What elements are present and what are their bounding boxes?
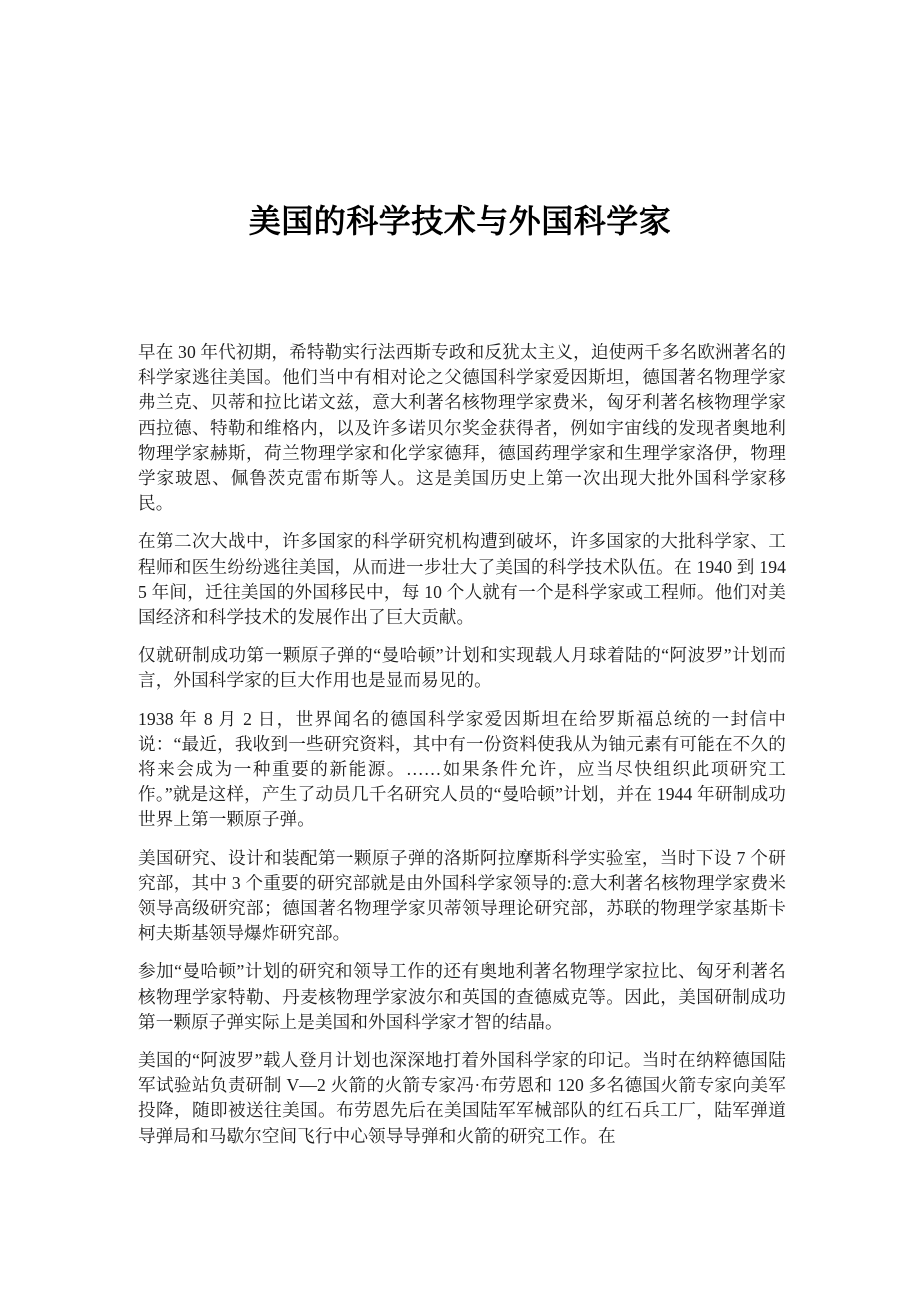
paragraph: 在第二次大战中，许多国家的科学研究机构遭到破坏，许多国家的大批科学家、工程师和医生纷纷逃往美国，从而进一步壮大了美国的科学技术队伍。在 1940 到 1945 年间，迁往美国的外国移民中，每 10 个人就有一个是科学家或工程师。他们对美国经济和科学技术的发展作出了巨大贡献。 (138, 531, 786, 628)
paragraph: 参加“曼哈顿”计划的研究和领导工作的还有奥地利著名物理学家拉比、匈牙利著名核物理学家特勒、丹麦核物理学家波尔和英国的查德威克等。因此，美国研制成功第一颗原子弹实际上是美国和外国科学家才智的结晶。 (138, 961, 786, 1032)
document-body (138, 340, 786, 1149)
paragraph: 美国的“阿波罗”载人登月计划也深深地打着外国科学家的印记。当时在纳粹德国陆军试验站负责研制 V—2 火箭的火箭专家冯·布劳恩和 120 多名德国火箭专家向美军投降，随即被送往美国。布劳恩先后在美国陆军军械部队的红石兵工厂，陆军弹道导弹局和马歇尔空间飞行中心领导导弹和火箭的研究工作。在 (138, 1050, 786, 1146)
paragraph: 1938 年 8 月 2 日，世界闻名的德国科学家爱因斯坦在给罗斯福总统的一封信中说：“最近，我收到一些研究资料，其中有一份资料使我从为铀元素有可能在不久的将来会成为一种重要的新能源。……如果条件允许，应当尽快组织此项研究工作。”就是这样，产生了动员几千名研究人员的“曼哈顿”计划，并在 1944 年研制成功世界上第一颗原子弹。 (138, 708, 786, 830)
paragraph: 美国研究、设计和装配第一颗原子弹的洛斯阿拉摩斯科学实验室，当时下设 7 个研究部，其中 3 个重要的研究部就是由外国科学家领导的:意大利著名核物理学家费米领导高级研究部；德国著名物理学家贝蒂领导理论研究部，苏联的物理学家基斯卡柯夫斯基领导爆炸研究部。 (138, 847, 786, 944)
paragraph: 早在 30 年代初期，希特勒实行法西斯专政和反犹太主义，迫使两千多名欧洲著名的科学家逃往美国。他们当中有相对论之父德国科学家爱因斯坦，德国著名物理学家弗兰克、贝蒂和拉比诺文兹，意大利著名核物理学家费米，匈牙利著名核物理学家西拉德、特勒和维格内，以及许多诺贝尔奖金获得者，例如宇宙线的发现者奥地利物理学家赫斯，荷兰物理学家和化学家德拜，德国药理学家和生理学家洛伊，物理学家玻恩、佩鲁茨克雷布斯等人。这是美国历史上第一次出现大批外国科学家移民。 (138, 342, 786, 514)
page-title: 美国的科学技术与外国科学家 (248, 203, 672, 240)
paragraph: 仅就研制成功第一颗原子弹的“曼哈顿”计划和实现载人月球着陆的“阿波罗”计划而言，外国科学家的巨大作用也是显而易见的。 (138, 645, 786, 691)
